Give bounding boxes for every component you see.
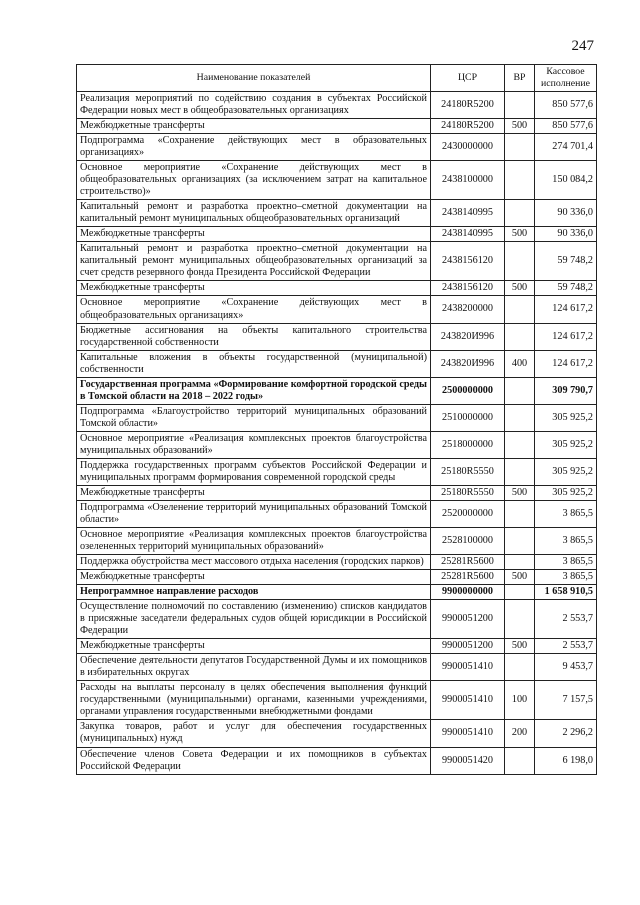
cell-csr: 9900051200	[431, 639, 505, 654]
cell-csr: 243820И996	[431, 323, 505, 350]
cell-amount: 850 577,6	[535, 119, 597, 134]
cell-csr: 2438156120	[431, 242, 505, 281]
cell-vr	[505, 431, 535, 458]
header-amount: Кассовое исполнение	[535, 65, 597, 92]
cell-vr	[505, 200, 535, 227]
cell-csr: 9900000000	[431, 585, 505, 600]
cell-vr: 200	[505, 720, 535, 747]
cell-vr	[505, 242, 535, 281]
table-row	[77, 431, 597, 458]
cell-vr	[505, 404, 535, 431]
cell-csr: 24180R5200	[431, 92, 505, 119]
budget-table	[76, 64, 597, 775]
cell-vr	[505, 377, 535, 404]
table-row	[77, 404, 597, 431]
cell-name: Осуществление полномочий по составлению (изменению) списков кандидатов в присяжные заседатели федеральных судов общей юрисдикции в Российской Федерации	[77, 600, 431, 639]
cell-csr: 2438156120	[431, 281, 505, 296]
cell-vr: 500	[505, 639, 535, 654]
cell-vr	[505, 528, 535, 555]
cell-name: Основное мероприятие «Сохранение действующих мест в общеобразовательных организациях»	[77, 296, 431, 323]
cell-name: Основное мероприятие «Реализация комплексных проектов благоустройства муниципальных образований»	[77, 431, 431, 458]
table-row	[77, 600, 597, 639]
cell-name: Поддержка государственных программ субъектов Российской Федерации и муниципальных программ формирования современной городской среды	[77, 458, 431, 485]
cell-amount: 90 336,0	[535, 200, 597, 227]
cell-csr: 25180R5550	[431, 458, 505, 485]
cell-amount: 3 865,5	[535, 570, 597, 585]
cell-name: Непрограммное направление расходов	[77, 585, 431, 600]
cell-name: Поддержка обустройства мест массового отдыха населения (городских парков)	[77, 555, 431, 570]
cell-vr	[505, 161, 535, 200]
table-row	[77, 458, 597, 485]
cell-csr: 9900051410	[431, 654, 505, 681]
cell-amount: 274 701,4	[535, 134, 597, 161]
cell-csr: 2438140995	[431, 227, 505, 242]
cell-csr: 24180R5200	[431, 119, 505, 134]
cell-name: Подпрограмма «Сохранение действующих мест в образовательных организациях»	[77, 134, 431, 161]
cell-vr	[505, 654, 535, 681]
table-row	[77, 119, 597, 134]
cell-csr: 2500000000	[431, 377, 505, 404]
cell-vr	[505, 323, 535, 350]
table-row	[77, 281, 597, 296]
header-csr: ЦСР	[431, 65, 505, 92]
cell-csr: 9900051410	[431, 720, 505, 747]
cell-csr: 2438100000	[431, 161, 505, 200]
cell-csr: 2528100000	[431, 528, 505, 555]
table-row	[77, 227, 597, 242]
cell-csr: 9900051420	[431, 747, 505, 774]
table-row	[77, 296, 597, 323]
cell-csr: 25180R5550	[431, 485, 505, 500]
cell-amount: 3 865,5	[535, 528, 597, 555]
table-row	[77, 639, 597, 654]
cell-name: Капитальные вложения в объекты государственной (муниципальной) собственности	[77, 350, 431, 377]
cell-name: Межбюджетные трансферты	[77, 119, 431, 134]
cell-vr	[505, 555, 535, 570]
table-row	[77, 585, 597, 600]
cell-vr	[505, 296, 535, 323]
cell-name: Обеспечение членов Совета Федерации и их помощников в субъектах Российской Федерации	[77, 747, 431, 774]
cell-csr: 2518000000	[431, 431, 505, 458]
cell-amount: 305 925,2	[535, 431, 597, 458]
cell-name: Межбюджетные трансферты	[77, 227, 431, 242]
cell-name: Государственная программа «Формирование комфортной городской среды в Томской области на 2018 – 2022 годы»	[77, 377, 431, 404]
cell-vr: 500	[505, 119, 535, 134]
page-number: 247	[571, 38, 594, 54]
table-row	[77, 242, 597, 281]
table-row	[77, 555, 597, 570]
cell-amount: 305 925,2	[535, 485, 597, 500]
cell-amount: 3 865,5	[535, 555, 597, 570]
cell-amount: 7 157,5	[535, 681, 597, 720]
cell-name: Подпрограмма «Благоустройство территорий муниципальных образований Томской области»	[77, 404, 431, 431]
table-row	[77, 377, 597, 404]
cell-name: Капитальный ремонт и разработка проектно–сметной документации на капитальный ремонт муниципальных общеобразовательных организаций за счет средств резервного фонда Президента Российской Федерации	[77, 242, 431, 281]
cell-amount: 305 925,2	[535, 458, 597, 485]
cell-vr	[505, 585, 535, 600]
cell-amount: 150 084,2	[535, 161, 597, 200]
table-row	[77, 747, 597, 774]
cell-vr: 100	[505, 681, 535, 720]
cell-vr: 400	[505, 350, 535, 377]
cell-amount: 2 553,7	[535, 639, 597, 654]
table-row	[77, 654, 597, 681]
cell-amount: 2 553,7	[535, 600, 597, 639]
cell-amount: 1 658 910,5	[535, 585, 597, 600]
cell-amount: 309 790,7	[535, 377, 597, 404]
cell-name: Межбюджетные трансферты	[77, 570, 431, 585]
cell-name: Межбюджетные трансферты	[77, 485, 431, 500]
cell-name: Расходы на выплаты персоналу в целях обеспечения выполнения функций государственными (муниципальными) органами, казенными учреждениями, органами управления государственными внебюджетными фондами	[77, 681, 431, 720]
cell-amount: 305 925,2	[535, 404, 597, 431]
table-row	[77, 323, 597, 350]
cell-csr: 9900051200	[431, 600, 505, 639]
cell-amount: 59 748,2	[535, 242, 597, 281]
cell-csr: 2430000000	[431, 134, 505, 161]
cell-amount: 9 453,7	[535, 654, 597, 681]
table-row	[77, 161, 597, 200]
header-name: Наименование показателей	[77, 65, 431, 92]
cell-amount: 59 748,2	[535, 281, 597, 296]
table-row	[77, 528, 597, 555]
cell-csr: 2520000000	[431, 500, 505, 527]
cell-vr	[505, 458, 535, 485]
cell-vr	[505, 747, 535, 774]
cell-csr: 25281R5600	[431, 555, 505, 570]
cell-name: Подпрограмма «Озеленение территорий муниципальных образований Томской области»	[77, 500, 431, 527]
cell-vr: 500	[505, 485, 535, 500]
cell-vr	[505, 600, 535, 639]
table-row	[77, 350, 597, 377]
cell-vr	[505, 92, 535, 119]
table-row	[77, 720, 597, 747]
table-row	[77, 92, 597, 119]
cell-name: Капитальный ремонт и разработка проектно–сметной документации на капитальный ремонт муниципальных общеобразовательных организаций	[77, 200, 431, 227]
cell-csr: 2438140995	[431, 200, 505, 227]
cell-vr: 500	[505, 227, 535, 242]
table-row	[77, 500, 597, 527]
header-vr: ВР	[505, 65, 535, 92]
cell-amount: 90 336,0	[535, 227, 597, 242]
table-row	[77, 570, 597, 585]
cell-amount: 3 865,5	[535, 500, 597, 527]
cell-amount: 2 296,2	[535, 720, 597, 747]
cell-csr: 9900051410	[431, 681, 505, 720]
table-row	[77, 200, 597, 227]
cell-vr: 500	[505, 281, 535, 296]
table-body	[77, 92, 597, 775]
cell-csr: 2510000000	[431, 404, 505, 431]
cell-amount: 850 577,6	[535, 92, 597, 119]
cell-amount: 124 617,2	[535, 296, 597, 323]
cell-csr: 2438200000	[431, 296, 505, 323]
cell-vr	[505, 500, 535, 527]
cell-amount: 124 617,2	[535, 350, 597, 377]
cell-name: Бюджетные ассигнования на объекты капитального строительства государственной собственности	[77, 323, 431, 350]
cell-name: Основное мероприятие «Сохранение действующих мест в общеобразовательных организациях (за исключением затрат на капитальное строительство)»	[77, 161, 431, 200]
cell-amount: 124 617,2	[535, 323, 597, 350]
cell-name: Закупка товаров, работ и услуг для обеспечения государственных (муниципальных) нужд	[77, 720, 431, 747]
table-row	[77, 134, 597, 161]
cell-vr: 500	[505, 570, 535, 585]
cell-vr	[505, 134, 535, 161]
table-row	[77, 681, 597, 720]
table-header-row	[77, 65, 597, 92]
cell-name: Реализация мероприятий по содействию создания в субъектах Российской Федерации новых мест в общеобразовательных организациях	[77, 92, 431, 119]
cell-amount: 6 198,0	[535, 747, 597, 774]
cell-name: Обеспечение деятельности депутатов Государственной Думы и их помощников в избирательных округах	[77, 654, 431, 681]
cell-csr: 243820И996	[431, 350, 505, 377]
cell-name: Межбюджетные трансферты	[77, 639, 431, 654]
cell-name: Межбюджетные трансферты	[77, 281, 431, 296]
cell-name: Основное мероприятие «Реализация комплексных проектов благоустройства озелененных территорий муниципальных образований»	[77, 528, 431, 555]
table-row	[77, 485, 597, 500]
cell-csr: 25281R5600	[431, 570, 505, 585]
